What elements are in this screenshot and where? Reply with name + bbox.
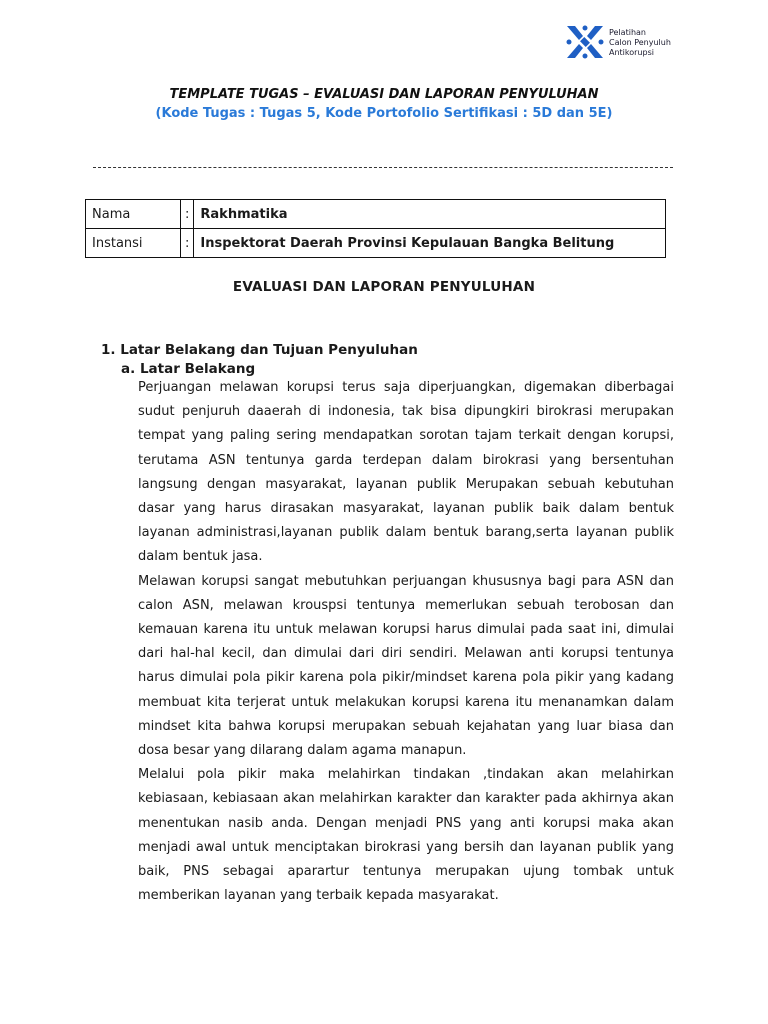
row-value-instansi: Inspektorat Daerah Provinsi Kepulauan Bangka Belitung <box>194 229 666 258</box>
dashed-divider <box>93 167 673 168</box>
logo-line-2: Calon Penyuluh <box>609 38 671 47</box>
row-value-nama: Rakhmatika <box>194 200 666 229</box>
logo <box>565 24 685 64</box>
row-separator: : <box>181 229 194 258</box>
subheading-latar-belakang: a. Latar Belakang <box>121 361 256 377</box>
row-label-instansi: Instansi <box>86 229 181 258</box>
body-text <box>138 376 674 908</box>
heading-latar-belakang-tujuan: 1. Latar Belakang dan Tujuan Penyuluhan <box>101 342 418 358</box>
logo-line-3: Antikorupsi <box>609 48 654 57</box>
paragraph-1: Perjuangan melawan korupsi terus saja diperjuangkan, digemakan diberbagai sudut penjuruh daaerah di indonesia, tak bisa dipungkiri birokrasi merupakan tempat yang paling sering mendapatkan sorotan tajam terkait dengan korupsi, terutama ASN tentunya garda terdepan dalam birokrasi yang bersentuhan langsung dengan masyarakat, layanan publik Merupakan sebuah kebutuhan dasar yang harus dirasakan masyarakat, layanan publik baik dalam bentuk layanan administrasi,layanan publik dalam bentuk barang,serta layanan publik dalam bentuk jasa. <box>138 380 674 565</box>
table-row <box>86 200 666 229</box>
paragraph-3: Melalui pola pikir maka melahirkan tindakan ,tindakan akan melahirkan kebiasaan, kebiasaan akan melahirkan karakter dan karakter pada akhirnya akan menentukan nasib anda. Dengan menjadi PNS yang anti korupsi maka akan menjadi awal untuk menciptakan birokrasi yang bersih dan layanan publik yang baik, PNS sebagai aparartur tentunya merupakan ujung tombak untuk memberikan layanan yang terbaik kepada masyarakat. <box>138 767 674 904</box>
table-row <box>86 229 666 258</box>
section-title: EVALUASI DAN LAPORAN PENYULUHAN <box>232 279 536 295</box>
document-title: TEMPLATE TUGAS – EVALUASI DAN LAPORAN PENYULUHAN <box>169 87 599 102</box>
row-label-nama: Nama <box>86 200 181 229</box>
logo-line-1: Pelatihan <box>609 28 646 37</box>
logo-text <box>609 28 671 58</box>
identity-table <box>85 199 666 258</box>
document-subtitle: (Kode Tugas : Tugas 5, Kode Portofolio Sertifikasi : 5D dan 5E) <box>155 106 613 121</box>
logo-mark-icon <box>565 24 605 60</box>
paragraph-2: Melawan korupsi sangat mebutuhkan perjuangan khususnya bagi para ASN dan calon ASN, melawan krouspsi tentunya memerlukan sebuah terobosan dan kemauan karena itu untuk melawan korupsi harus dimulai pada saat ini, dimulai dari hal-hal kecil, dan dimulai dari diri sendiri. Melawan anti korupsi tentunya harus dimulai pola pikir karena pola pikir/mindset karena pola pikir yang kadang membuat kita terjerat untuk melakukan korupsi karena itu menanamkan dalam mindset kita bahwa korupsi merupakan sebuah kejahatan yang luar biasa dan dosa besar yang dilarang dalam agama manapun. <box>138 573 674 759</box>
row-separator: : <box>181 200 194 229</box>
